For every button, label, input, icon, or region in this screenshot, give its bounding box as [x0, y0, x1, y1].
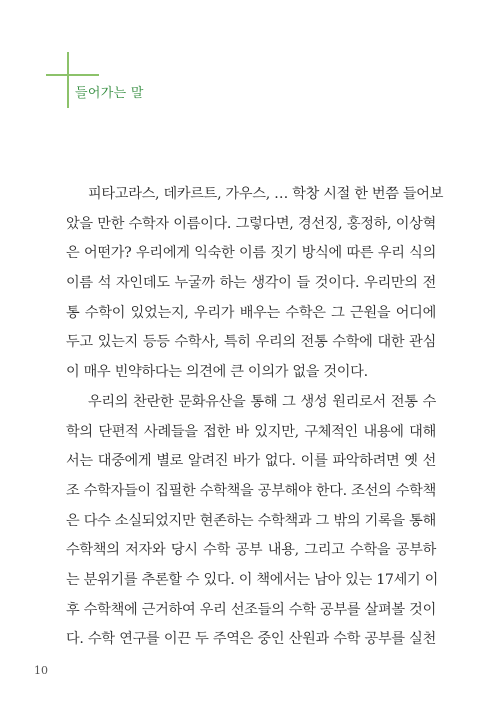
text-line: 는 분위기를 추론할 수 있다. 이 책에서는 남아 있는 17세기 이: [66, 571, 439, 588]
text-line: 이 매우 빈약하다는 의견에 큰 이의가 없을 것이다.: [66, 364, 368, 381]
text-line: 수학책의 저자와 당시 수학 공부 내용, 그리고 수학을 공부하: [66, 542, 436, 559]
text-line: 통 수학이 있었는지, 우리가 배우는 수학은 그 근원을 어디에: [66, 304, 436, 321]
text-line: 학의 단편적 사례들을 접한 바 있지만, 구체적인 내용에 대해: [66, 423, 436, 440]
text-line: 았을 만한 수학자 이름이다. 그렇다면, 경선징, 홍정하, 이상혁: [66, 215, 436, 232]
text-line: 우리의 찬란한 문화유산을 통해 그 생성 원리로서 전통 수: [88, 393, 436, 410]
text-line: 피타고라스, 데카르트, 가우스, … 학창 시절 한 번쯤 들어보: [88, 186, 444, 202]
page-number: 10: [34, 664, 48, 677]
text-line: 다. 수학 연구를 이끈 두 주역은 중인 산원과 수학 공부를 실천: [66, 631, 436, 648]
body-text: [66, 180, 444, 655]
text-line: 조 수학자들이 집필한 수학책을 공부해야 한다. 조선의 수학책: [66, 482, 436, 499]
section-title: 들어가는 말: [75, 86, 144, 101]
text-line: 두고 있는지 등등 수학사, 특히 우리의 전통 수학에 대한 관심: [66, 334, 436, 351]
text-line: 은 어떤가? 우리에게 익숙한 이름 짓기 방식에 따른 우리 식의: [66, 245, 436, 262]
text-line: 서는 대중에게 별로 알려진 바가 없다. 이를 파악하려면 옛 선: [66, 453, 436, 470]
header-accent-vertical-line: [67, 52, 69, 108]
text-line: 이름 석 자인데도 누굴까 하는 생각이 들 것이다. 우리만의 전: [66, 275, 436, 292]
text-line: 은 다수 소실되었지만 현존하는 수학책과 그 밖의 기록을 통해: [66, 512, 436, 529]
text-line: 후 수학책에 근거하여 우리 선조들의 수학 공부를 살펴볼 것이: [66, 601, 436, 618]
header-accent-horizontal-line: [46, 74, 99, 76]
